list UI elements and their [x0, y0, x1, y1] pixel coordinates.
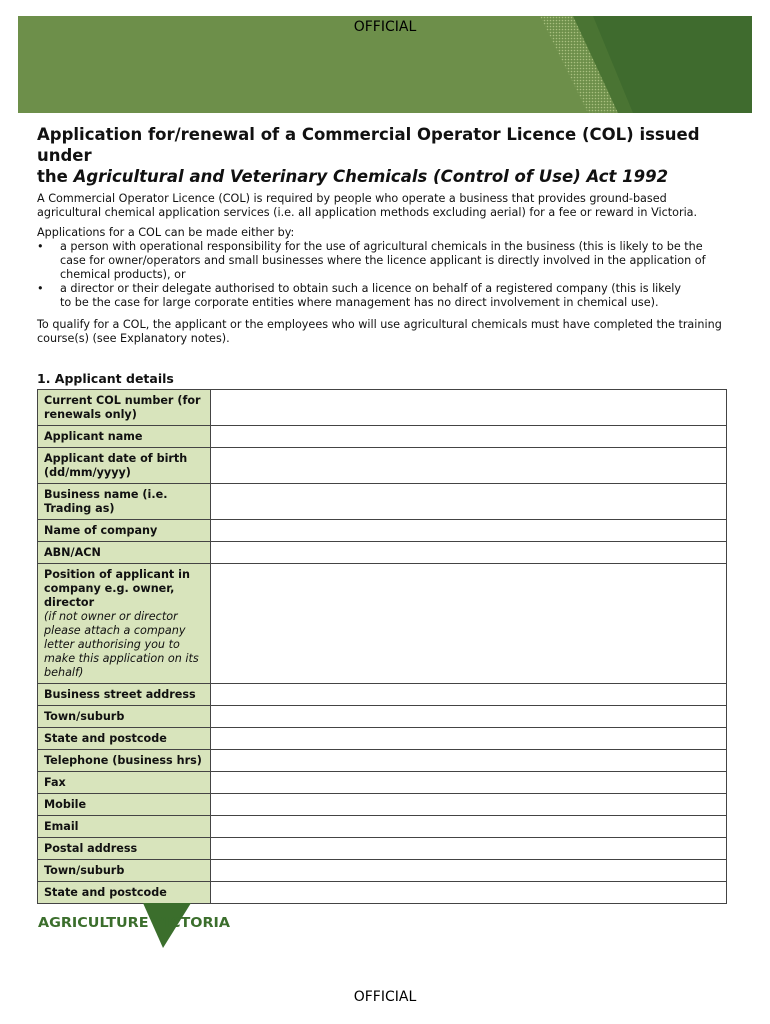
applications-lead: Applications for a COL can be made either by: [37, 226, 295, 239]
qualify-line-2: course(s) (see Explanatory notes). [37, 332, 230, 345]
logo-text: AGRICULTURE VICTORIA [38, 915, 231, 931]
intro-paragraph [37, 192, 737, 220]
bullet-line: chemical products), or [60, 268, 186, 281]
form-row [38, 728, 727, 750]
form-row [38, 750, 727, 772]
town-suburb-field[interactable] [211, 706, 727, 728]
current-col-number-field[interactable] [211, 390, 727, 426]
bullet-symbol: • [37, 282, 44, 295]
form-row [38, 706, 727, 728]
state-postcode-field[interactable] [211, 728, 727, 750]
form-row [38, 684, 727, 706]
abn-acn-field[interactable] [211, 542, 727, 564]
field-label: Email [38, 816, 211, 838]
field-label: State and postcode [38, 728, 211, 750]
field-label: ABN/ACN [38, 542, 211, 564]
form-row [38, 520, 727, 542]
title-line-1: Application for/renewal of a Commercial Operator Licence (COL) issued under [37, 125, 700, 165]
form-row [38, 448, 727, 484]
field-label: Town/suburb [38, 860, 211, 882]
classification-bottom: OFFICIAL [353, 989, 417, 1005]
company-name-field[interactable] [211, 520, 727, 542]
section-heading-applicant-details: 1. Applicant details [37, 371, 174, 386]
applications-bullet-list [37, 240, 737, 310]
intro-line-1: A Commercial Operator Licence (COL) is required by people who operate a business that provides ground-based [37, 192, 667, 205]
field-label: Fax [38, 772, 211, 794]
applicant-name-field[interactable] [211, 426, 727, 448]
form-row [38, 816, 727, 838]
postal-state-postcode-field[interactable] [211, 882, 727, 904]
date-of-birth-field[interactable] [211, 448, 727, 484]
position-of-applicant-field[interactable] [211, 564, 727, 684]
page-title [37, 124, 737, 187]
form-row [38, 838, 727, 860]
field-label: Applicant name [38, 426, 211, 448]
form-row [38, 564, 727, 684]
postal-town-suburb-field[interactable] [211, 860, 727, 882]
qualify-line-1: To qualify for a COL, the applicant or the employees who will use agricultural chemicals must have completed the training [37, 318, 722, 331]
field-label: Business name (i.e. Trading as) [38, 484, 211, 520]
form-row [38, 882, 727, 904]
field-label: Business street address [38, 684, 211, 706]
field-label: Town/suburb [38, 706, 211, 728]
email-field[interactable] [211, 816, 727, 838]
field-label: Position of applicant in company e.g. owner, director [44, 568, 190, 609]
field-label: Mobile [38, 794, 211, 816]
title-act-name: Agricultural and Veterinary Chemicals (Control of Use) Act 1992 [73, 167, 669, 186]
field-label: Applicant date of birth (dd/mm/yyyy) [38, 448, 211, 484]
bullet-symbol: • [37, 240, 44, 253]
form-row [38, 860, 727, 882]
field-label: Current COL number (for renewals only) [38, 390, 211, 426]
fax-field[interactable] [211, 772, 727, 794]
bullet-line: to be the case for large corporate entities where management has no direct involvement in chemical use). [60, 296, 659, 309]
applicant-details-table [37, 389, 727, 904]
form-row [38, 542, 727, 564]
field-note: (if not owner or director please attach a company letter authorising you to make this application on its behalf) [44, 610, 199, 679]
field-label: Name of company [38, 520, 211, 542]
classification-top: OFFICIAL [353, 19, 417, 35]
form-row [38, 390, 727, 426]
bullet-item [37, 240, 737, 282]
qualify-paragraph [37, 318, 737, 346]
telephone-field[interactable] [211, 750, 727, 772]
logo-graphic [37, 903, 237, 951]
title-line-2-prefix: the [37, 167, 74, 186]
field-label: State and postcode [38, 882, 211, 904]
form-row [38, 484, 727, 520]
postal-address-field[interactable] [211, 838, 727, 860]
business-street-address-field[interactable] [211, 684, 727, 706]
business-name-field[interactable] [211, 484, 727, 520]
field-label: Telephone (business hrs) [38, 750, 211, 772]
bullet-line: a director or their delegate authorised to obtain such a licence on behalf of a registered company (this is likely [60, 282, 681, 295]
bullet-line: a person with operational responsibility for the use of agricultural chemicals in the business (this is likely to be the [60, 240, 703, 253]
form-row [38, 794, 727, 816]
agriculture-victoria-logo [37, 903, 237, 955]
field-label-position [38, 564, 211, 684]
mobile-field[interactable] [211, 794, 727, 816]
bullet-line: case for owner/operators and small businesses where the licence applicant is directly involved in the application of [60, 254, 706, 267]
intro-line-2: agricultural chemical application services (i.e. all application methods excluding aerial) for a fee or reward in Victoria. [37, 206, 698, 219]
form-row [38, 772, 727, 794]
bullet-item [37, 282, 737, 310]
form-row [38, 426, 727, 448]
title-line-2 [37, 166, 737, 187]
field-label: Postal address [38, 838, 211, 860]
